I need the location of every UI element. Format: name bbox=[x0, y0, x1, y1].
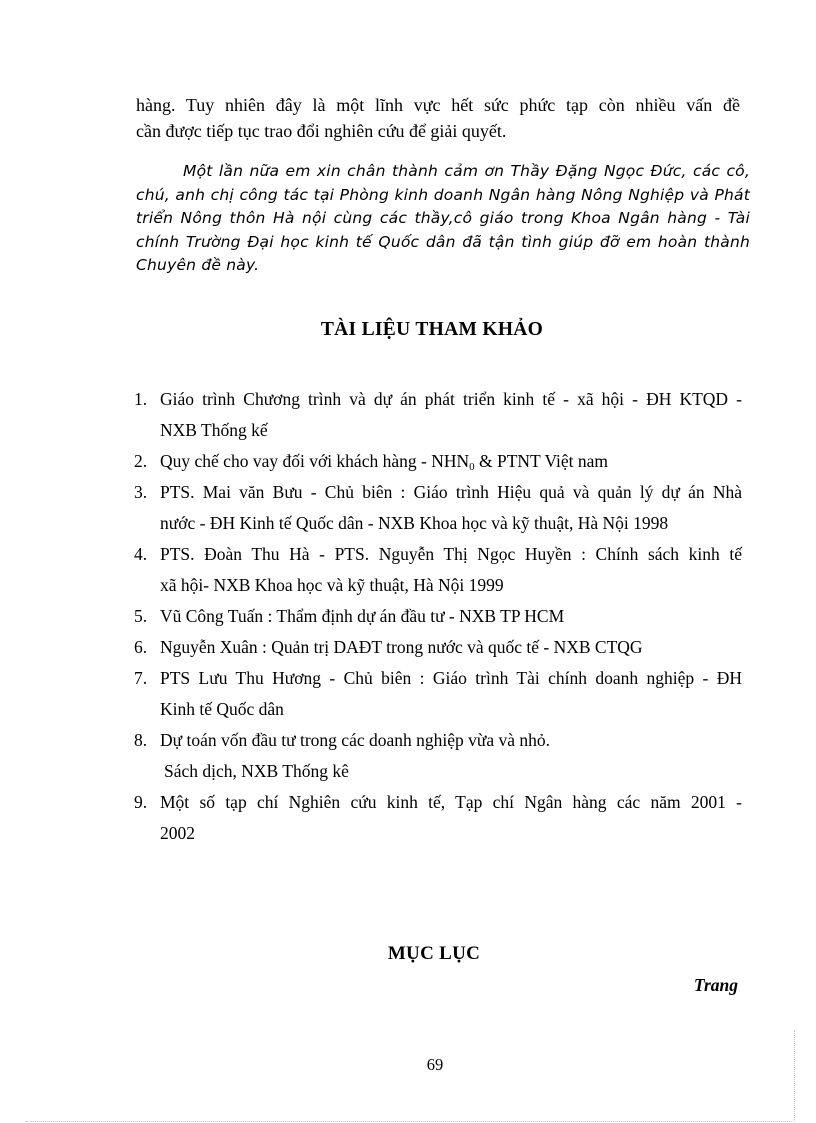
toc-page-column-label: Trang bbox=[693, 975, 738, 995]
references-heading: TÀI LIỆU THAM KHẢO bbox=[320, 319, 544, 340]
page-right-border bbox=[794, 1030, 795, 1122]
reference-item bbox=[134, 632, 742, 663]
reference-item bbox=[134, 725, 742, 787]
subscript-zero: 0 bbox=[469, 461, 475, 473]
acknowledgement-line-3: triển Nông thôn Hà nội cùng các thầy,cô giáo trong Khoa Ngân hàng - Tài bbox=[136, 209, 750, 227]
page-bottom-border bbox=[26, 1121, 792, 1122]
acknowledgement-line-5: Chuyên đề này. bbox=[136, 256, 260, 274]
reference-text: Một số tạp chí Nghiên cứu kinh tế, Tạp chí Ngân hàng các năm 2001 - bbox=[160, 792, 742, 812]
reference-number: 7. bbox=[134, 668, 148, 688]
reference-text: Kinh tế Quốc dân bbox=[160, 699, 284, 719]
acknowledgement-paragraph bbox=[136, 160, 750, 278]
reference-number: 8. bbox=[134, 730, 148, 750]
reference-text: Dự toán vốn đầu tư trong các doanh nghiệp vừa và nhỏ. bbox=[160, 730, 551, 750]
table-of-contents-heading: MỤC LỤC bbox=[387, 943, 481, 964]
closing-paragraph bbox=[136, 92, 740, 144]
references-list bbox=[134, 384, 742, 849]
reference-text: PTS Lưu Thu Hương - Chủ biên : Giáo trình Tài chính doanh nghiệp - ĐH bbox=[160, 668, 742, 688]
reference-number: 1. bbox=[134, 389, 148, 409]
reference-number: 2. bbox=[134, 451, 148, 471]
reference-text: Vũ Công Tuấn : Thẩm định dự án đầu tư - NXB TP HCM bbox=[160, 606, 565, 626]
reference-item bbox=[134, 601, 742, 632]
reference-item bbox=[134, 384, 742, 446]
reference-number: 6. bbox=[134, 637, 148, 657]
reference-number: 4. bbox=[134, 544, 148, 564]
reference-item bbox=[134, 787, 742, 849]
reference-text: xã hội- NXB Khoa học và kỹ thuật, Hà Nội 1999 bbox=[160, 575, 504, 595]
reference-item bbox=[134, 446, 742, 477]
page-number: 69 bbox=[426, 1055, 444, 1074]
reference-text: Giáo trình Chương trình và dự án phát triển kinh tế - xã hội - ĐH KTQD - bbox=[160, 389, 742, 409]
reference-number: 3. bbox=[134, 482, 148, 502]
acknowledgement-line-4: chính Trường Đại học kinh tế Quốc dân đã tận tình giúp đỡ em hoàn thành bbox=[136, 232, 750, 251]
reference-text: Sách dịch, NXB Thống kê bbox=[164, 761, 349, 781]
reference-number: 9. bbox=[134, 792, 148, 812]
reference-text: PTS. Đoàn Thu Hà - PTS. Nguyễn Thị Ngọc Huyền : Chính sách kinh tế bbox=[160, 544, 742, 564]
reference-text: PTS. Mai văn Bưu - Chủ biên : Giáo trình Hiệu quả và quản lý dự án Nhà bbox=[160, 482, 742, 502]
closing-line-1: hàng. Tuy nhiên đây là một lĩnh vực hết sức phức tạp còn nhiều vấn đề bbox=[136, 95, 740, 115]
reference-item bbox=[134, 663, 742, 725]
reference-text: NXB Thống kế bbox=[160, 420, 268, 440]
acknowledgement-line-1: Một lần nữa em xin chân thành cảm ơn Thầy Đặng Ngọc Đức, các cô, bbox=[183, 162, 750, 180]
reference-number: 5. bbox=[134, 606, 148, 626]
reference-item bbox=[134, 477, 742, 539]
reference-text: Nguyễn Xuân : Quản trị DAĐT trong nước và quốc tế - NXB CTQG bbox=[160, 637, 643, 657]
reference-text: Quy chế cho vay đối với khách hàng - $NHN_0$ & PTNT Việt nam bbox=[160, 451, 609, 473]
reference-item bbox=[134, 539, 742, 601]
acknowledgement-line-2: chú, anh chị công tác tại Phòng kinh doanh Ngân hàng Nông Nghiệp và Phát bbox=[136, 185, 750, 204]
reference-text: nước - ĐH Kinh tế Quốc dân - NXB Khoa học và kỹ thuật, Hà Nội 1998 bbox=[160, 513, 669, 533]
closing-line-2: cần được tiếp tục trao đổi nghiên cứu để giải quyết. bbox=[136, 121, 507, 141]
reference-text: 2002 bbox=[160, 823, 195, 843]
